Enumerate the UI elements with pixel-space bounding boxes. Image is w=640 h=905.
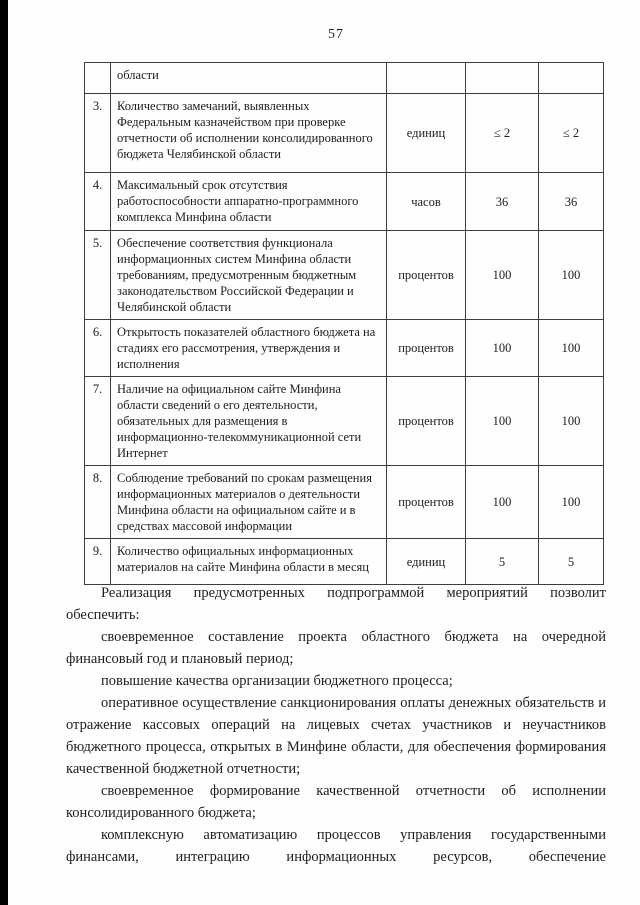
cell-value2 [539,63,604,94]
cell-desc: Наличие на официальном сайте Минфина области сведений о его деятельности, обязательных для размещения в информационно-телекоммуникационной сети Интернет [111,377,387,466]
cell-num: 8. [85,466,111,539]
cell-value2: 100 [539,231,604,320]
table-row [85,94,604,173]
cell-value2: 100 [539,377,604,466]
cell-num: 4. [85,173,111,231]
cell-value1: ≤ 2 [466,94,539,173]
cell-value2: 36 [539,173,604,231]
paragraph: своевременное формирование качественной отчетности об исполнении консолидированного бюджета; [66,783,606,821]
cell-desc: Открытость показателей областного бюджета на стадиях его рассмотрения, утверждения и исполнения [111,320,387,377]
cell-value1: 100 [466,320,539,377]
cell-num: 6. [85,320,111,377]
paragraph: комплексную автоматизацию процессов управления государственными финансами, интеграцию информационных ресурсов, обеспечение [66,827,606,865]
cell-value1: 5 [466,539,539,585]
cell-value1: 36 [466,173,539,231]
cell-value1: 100 [466,466,539,539]
scan-edge-bar [0,0,8,905]
cell-unit: единиц [387,94,466,173]
cell-value1 [466,63,539,94]
table-row [85,173,604,231]
cell-desc: области [111,63,387,94]
cell-value2: 5 [539,539,604,585]
cell-value1: 100 [466,377,539,466]
table-row [85,63,604,94]
table-row [85,377,604,466]
cell-desc: Количество официальных информационных материалов на сайте Минфина области в месяц [111,539,387,585]
cell-value1: 100 [466,231,539,320]
paragraph: повышение качества организации бюджетного процесса; [101,673,453,689]
table-row [85,466,604,539]
cell-value2: 100 [539,466,604,539]
table-row [85,539,604,585]
table-row [85,320,604,377]
indicators-table-body [85,63,604,585]
cell-unit: процентов [387,320,466,377]
cell-num: 5. [85,231,111,320]
cell-desc: Максимальный срок отсутствия работоспособности аппаратно-программного комплекса Минфина области [111,173,387,231]
cell-num [85,63,111,94]
cell-num: 3. [85,94,111,173]
cell-value2: 100 [539,320,604,377]
paragraph: оперативное осуществление санкционирования оплаты денежных обязательств и отражение кассовых операций на лицевых счетах участников и неучастников бюджетного процесса, открытых в Минфине области, для обеспечения формирования качественной бюджетной отчетности; [66,695,606,777]
page-number: 57 [328,27,344,42]
cell-num: 9. [85,539,111,585]
cell-unit: единиц [387,539,466,585]
cell-desc: Количество замечаний, выявленных Федеральным казначейством при проверке отчетности об исполнении консолидированного бюджета Челябинской области [111,94,387,173]
body-paragraphs [66,582,606,868]
table-row [85,231,604,320]
cell-unit: процентов [387,231,466,320]
cell-unit: процентов [387,377,466,466]
paragraph: своевременное составление проекта областного бюджета на очередной финансовый год и плановый период; [66,629,606,667]
cell-desc: Обеспечение соответствия функционала информационных систем Минфина области требованиям, предусмотренным бюджетным законодательством Российской Федерации и Челябинской области [111,231,387,320]
cell-num: 7. [85,377,111,466]
paragraph: Реализация предусмотренных подпрограммой мероприятий позволит обеспечить: [66,585,606,623]
cell-unit: часов [387,173,466,231]
cell-value2: ≤ 2 [539,94,604,173]
indicators-table [84,62,604,585]
cell-unit: процентов [387,466,466,539]
cell-unit [387,63,466,94]
cell-desc: Соблюдение требований по срокам размещения информационных материалов о деятельности Минфина области на официальном сайте и в средствах массовой информации [111,466,387,539]
